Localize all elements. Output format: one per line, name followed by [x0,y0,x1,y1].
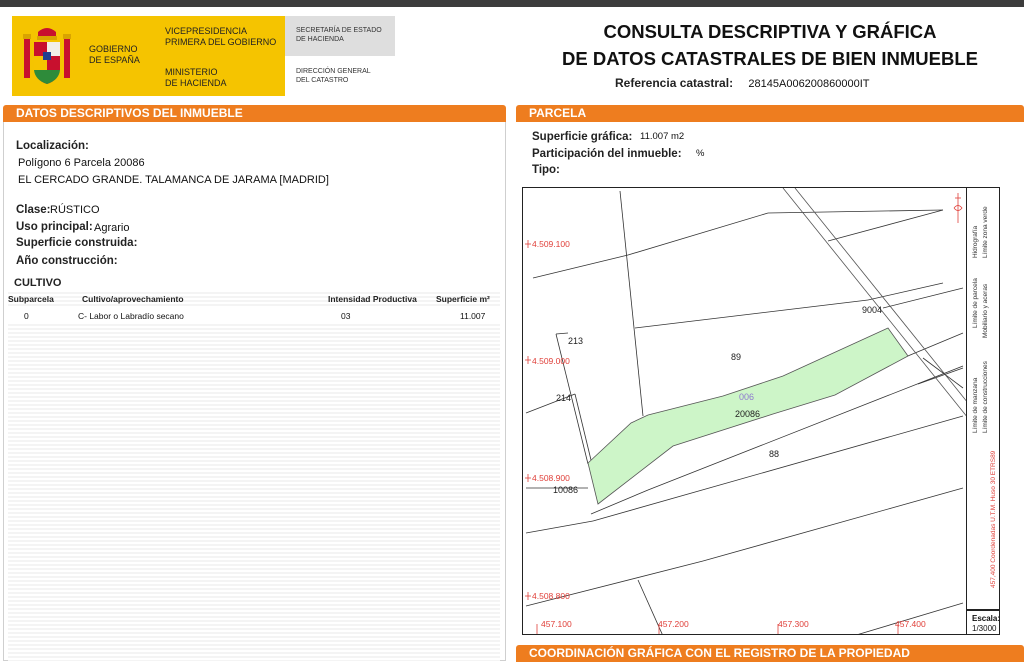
parcel-89: 89 [731,352,742,362]
coat-of-arms-icon [22,24,72,88]
sup-grafica-label: Superficie gráfica: [532,131,633,143]
vicepresidencia-block [157,16,285,96]
ref-label: Referencia catastral: [615,76,734,90]
gobierno-espana-logo [12,16,157,96]
participacion-label: Participación del inmueble: [532,148,682,160]
map-drawing [523,188,967,635]
ministerio-name: MINISTERIO DE HACIENDA [165,67,227,88]
localizacion-line2: EL CERCADO GRANDE. TALAMANCA DE JARAMA [MADRID] [18,174,329,186]
legend-coordenadas: 457,400 Coordenadas U.T.M. Huso 30 ETRS89 [990,450,997,588]
secretaria-block [285,16,395,56]
localizacion-label: Localización: [16,140,89,152]
y-label-2: 4.509.000 [532,356,570,366]
col-cultivo: Cultivo/aprovechamiento [82,294,184,304]
referencia-catastral [615,76,870,90]
clase-label: Clase: [16,204,51,216]
legend-limite-manzana: Límite de manzana [972,377,979,433]
ref-value: 28145A006200860000IT [748,78,870,90]
scale-value: 1/3000 [972,624,997,633]
secretaria-name: SECRETARÍA DE ESTADO DE HACIENDA [296,27,382,43]
x-label-1: 457.100 [541,619,572,629]
legend-limite-parcela: Límite de parcela [972,278,979,328]
uso-label: Uso principal: [16,221,93,233]
tipo-label: Tipo: [532,164,560,176]
parcel-20086: 20086 [735,409,761,419]
legend-zona-verde: Límite zona verde [982,206,989,258]
y-label-3: 4.508.900 [532,473,570,483]
vicepresidencia-name: VICEPRESIDENCIA PRIMERA DEL GOBIERNO [165,26,277,47]
section-datos-descriptivos: DATOS DESCRIPTIVOS DEL INMUEBLE [3,105,506,122]
map-legend [967,187,1000,610]
legend-hidrografia: Hidrografía [972,225,979,258]
parcel-214: 214 [556,393,572,403]
scale-box [967,610,1000,635]
cultivo-table [8,292,500,661]
legend-construcciones: Límite de construcciones [982,361,989,433]
x-label-4: 457.400 [895,619,926,629]
uso-value: Agrario [94,222,130,234]
superficie-construida-label: Superficie construida: [16,237,138,249]
table-cell-intensidad: 03 [341,311,351,321]
top-bar [0,0,1024,7]
direccion-catastro: DIRECCIÓN GENERAL DEL CATASTRO [296,68,371,84]
x-label-2: 457.200 [658,619,689,629]
col-subparcela: Subparcela [8,294,54,304]
col-superficie: Superficie m² [436,294,490,304]
table-cell-superficie: 11.007 [460,311,486,321]
localizacion-line1: Polígono 6 Parcela 20086 [18,157,145,169]
y-axis-labels [532,239,926,629]
sup-grafica-value: 11.007 m2 [640,131,685,142]
table-cell-subparcela: 0 [24,311,29,321]
table-cell-cultivo: C- Labor o Labradío secano [78,311,184,321]
participacion-value: % [696,148,705,159]
legend-col-3 [988,188,1000,608]
parcel-9004: 9004 [862,305,883,315]
col-intensidad: Intensidad Productiva [328,294,417,304]
cadastral-map[interactable] [522,187,967,635]
gobierno-name: GOBIERNO DE ESPAÑA [89,44,140,65]
section-coordinacion-grafica: COORDINACIÓN GRÁFICA CON EL REGISTRO DE LA PROPIEDAD [516,645,1024,662]
parcel-88: 88 [769,449,780,459]
anio-construccion-label: Año construcción: [16,255,118,267]
page-title: CONSULTA DESCRIPTIVA Y GRÁFICA DE DATOS CATASTRALES DE BIEN INMUEBLE [562,21,978,69]
parcel-10086: 10086 [553,485,579,495]
legend-mobiliario: Mobiliario y aceras [982,283,989,338]
y-label-4: 4.508.800 [532,591,570,601]
parcel-213: 213 [568,336,584,346]
y-label-1: 4.509.100 [532,239,570,249]
cultivo-title: CULTIVO [14,277,62,289]
clase-value: RÚSTICO [50,204,100,216]
scale-label: Escala: [972,614,1001,623]
x-label-3: 457.300 [778,619,809,629]
subparcel-label: 006 [739,392,755,402]
section-parcela: PARCELA [516,105,1024,122]
